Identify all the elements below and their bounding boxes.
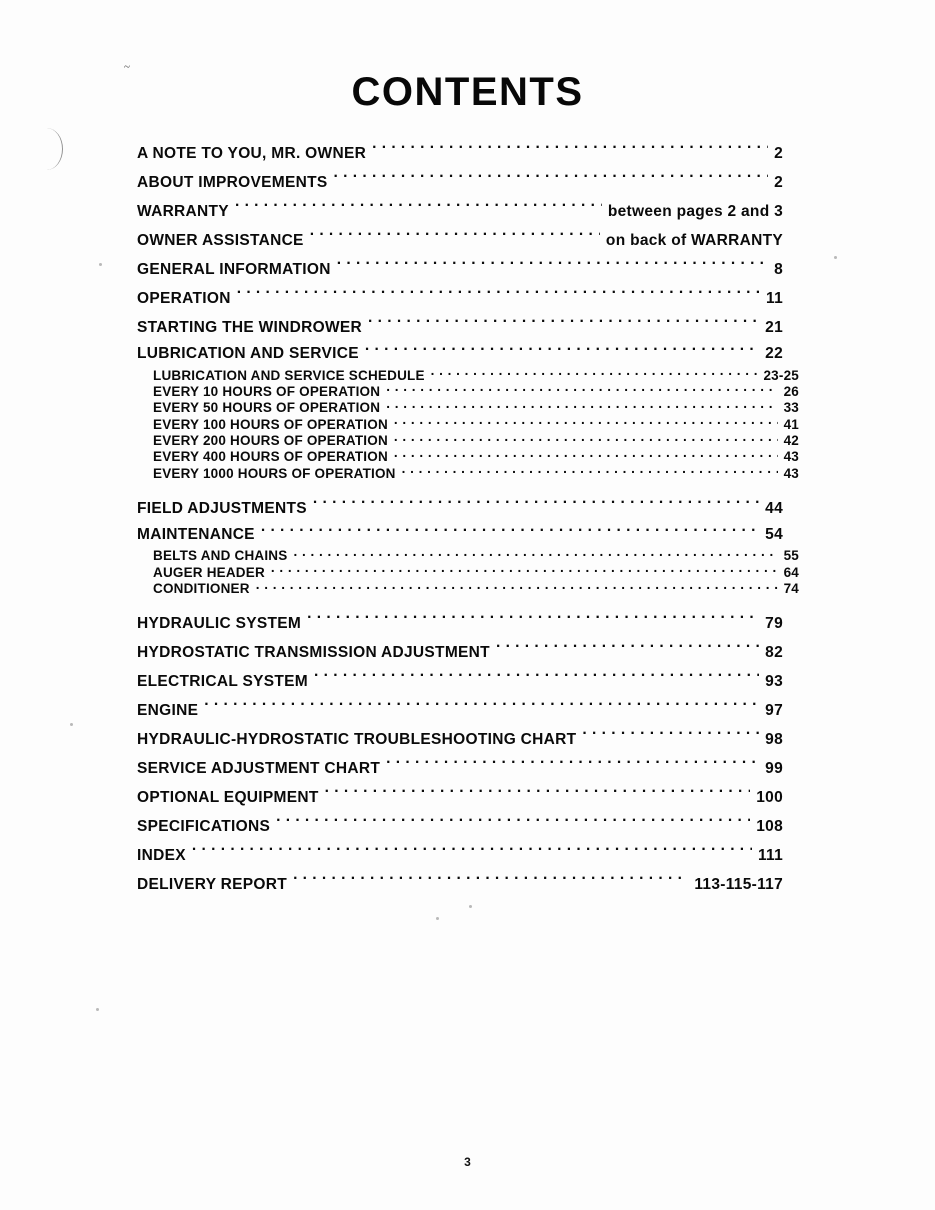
toc-entry-page: 93 (765, 672, 783, 690)
toc-dot-leader (334, 172, 769, 188)
toc-entry-page: 108 (756, 817, 783, 835)
table-of-contents (137, 139, 799, 899)
toc-entry-page: 26 (783, 383, 799, 399)
toc-dot-leader (402, 464, 778, 478)
toc-entry-label: STARTING THE WINDROWER (137, 319, 363, 336)
toc-dot-leader (582, 728, 759, 744)
toc-dot-leader (394, 415, 778, 429)
toc-entry-page: 98 (765, 730, 783, 748)
toc-entry-page: 2 (774, 145, 783, 162)
toc-entry[interactable] (137, 448, 799, 464)
toc-entry[interactable] (137, 870, 783, 899)
toc-entry-label: EVERY 200 HOURS OF OPERATION (153, 433, 388, 449)
toc-entry-label: DELIVERY REPORT (137, 875, 288, 893)
toc-entry[interactable] (137, 580, 799, 596)
toc-entry[interactable] (137, 754, 783, 783)
toc-entry-page: 43 (783, 449, 799, 465)
toc-entry-label: EVERY 50 HOURS OF OPERATION (153, 400, 381, 416)
toc-entry[interactable] (137, 382, 799, 398)
toc-entry[interactable] (137, 696, 783, 725)
toc-entry[interactable] (137, 812, 783, 841)
toc-entry[interactable] (137, 609, 783, 638)
toc-entry-page: 54 (765, 525, 783, 543)
toc-entry[interactable] (137, 432, 799, 448)
toc-entry-label: BELTS AND CHAINS (153, 548, 288, 564)
toc-dot-leader (394, 432, 778, 446)
scan-artifact-speck (436, 917, 439, 920)
toc-dot-leader (235, 201, 602, 217)
toc-dot-leader (293, 547, 777, 561)
toc-entry[interactable] (137, 783, 783, 812)
toc-entry-page: 113-115-117 (694, 875, 783, 893)
toc-entry-label: GENERAL INFORMATION (137, 261, 331, 278)
toc-dot-leader (365, 343, 759, 359)
toc-dot-leader (386, 382, 777, 396)
toc-entry-label: EVERY 400 HOURS OF OPERATION (153, 449, 388, 465)
scan-artifact-speck (99, 263, 102, 266)
toc-entry[interactable] (137, 197, 783, 226)
toc-dot-leader (271, 563, 778, 577)
toc-entry[interactable] (137, 399, 799, 415)
toc-entry-label: MAINTENANCE (137, 525, 255, 543)
toc-entry[interactable] (137, 226, 783, 255)
toc-dot-leader (431, 366, 758, 380)
toc-entry-label: HYDRAULIC-HYDROSTATIC TROUBLESHOOTING CHART (137, 730, 577, 748)
toc-entry-label: LUBRICATION AND SERVICE SCHEDULE (153, 367, 425, 383)
toc-entry-label: EVERY 10 HOURS OF OPERATION (153, 383, 381, 399)
toc-entry[interactable] (137, 366, 799, 382)
toc-dot-leader (237, 288, 760, 304)
toc-entry-page: 100 (756, 788, 783, 806)
toc-entry[interactable] (137, 841, 783, 870)
toc-dot-leader (325, 786, 751, 802)
toc-entry-label: CONDITIONER (153, 581, 250, 597)
toc-dot-leader (293, 873, 688, 889)
toc-entry[interactable] (137, 342, 783, 366)
toc-entry-label: SERVICE ADJUSTMENT CHART (137, 759, 381, 777)
toc-dot-leader (337, 259, 768, 275)
toc-dot-leader (261, 523, 759, 539)
toc-entry-label: EVERY 100 HOURS OF OPERATION (153, 416, 388, 432)
scan-artifact-speck (834, 256, 837, 259)
toc-entry-page: between pages 2 and 3 (607, 203, 783, 220)
toc-dot-leader (256, 580, 778, 594)
toc-entry-label: A NOTE TO YOU, MR. OWNER (137, 145, 367, 162)
toc-entry[interactable] (137, 313, 783, 342)
toc-dot-leader (276, 815, 750, 831)
toc-entry-page: 79 (765, 614, 783, 632)
toc-entry-label: HYDRAULIC SYSTEM (137, 614, 302, 632)
toc-entry-label: EVERY 1000 HOURS OF OPERATION (153, 465, 396, 481)
toc-entry-label: SPECIFICATIONS (137, 817, 271, 835)
toc-dot-leader (310, 230, 600, 246)
toc-entry-page: 2 (774, 174, 783, 191)
toc-entry[interactable] (137, 547, 799, 563)
toc-entry[interactable] (137, 255, 783, 284)
toc-entry-page: 44 (765, 499, 783, 517)
toc-entry-label: OPTIONAL EQUIPMENT (137, 788, 319, 806)
page-title: CONTENTS (351, 70, 584, 114)
toc-entry-label: ABOUT IMPROVEMENTS (137, 174, 328, 191)
toc-dot-leader (372, 143, 768, 159)
toc-entry-label: OWNER ASSISTANCE (137, 232, 304, 249)
toc-dot-leader (386, 757, 759, 773)
toc-entry-page: 42 (783, 433, 799, 449)
toc-entry-page: 82 (765, 643, 783, 661)
toc-dot-leader (204, 699, 759, 715)
scan-artifact-speck (70, 723, 73, 726)
toc-entry-label: ELECTRICAL SYSTEM (137, 672, 309, 690)
toc-entry-label: LUBRICATION AND SERVICE (137, 345, 359, 362)
toc-entry-label: ENGINE (137, 701, 199, 719)
toc-entry-page: 41 (783, 416, 799, 432)
toc-entry-label: WARRANTY (137, 203, 229, 220)
toc-entry[interactable] (137, 563, 799, 579)
toc-entry[interactable] (137, 139, 783, 168)
scan-artifact-speck (96, 1008, 99, 1011)
toc-dot-leader (192, 844, 752, 860)
toc-entry-page: 64 (783, 564, 799, 580)
toc-dot-leader (496, 641, 759, 657)
toc-entry-label: INDEX (137, 846, 186, 864)
toc-entry-label: HYDROSTATIC TRANSMISSION ADJUSTMENT (137, 643, 490, 661)
toc-entry-page: 111 (757, 846, 783, 864)
scan-artifact-speck (469, 905, 472, 908)
toc-entry[interactable] (137, 523, 783, 547)
toc-entry[interactable] (137, 494, 783, 523)
toc-entry-page: 22 (765, 345, 783, 362)
toc-entry-page: 99 (765, 759, 783, 777)
toc-entry[interactable] (137, 638, 783, 667)
toc-entry-page: 43 (783, 465, 799, 481)
toc-dot-leader (307, 612, 759, 628)
toc-entry-label: OPERATION (137, 290, 231, 307)
scan-artifact-mark: ~ (124, 61, 130, 73)
toc-entry-page: 8 (774, 261, 783, 278)
toc-entry-label: FIELD ADJUSTMENTS (137, 499, 307, 517)
toc-entry[interactable] (137, 725, 783, 754)
toc-entry[interactable] (137, 168, 783, 197)
toc-dot-leader (368, 317, 759, 333)
toc-entry[interactable] (137, 667, 783, 696)
toc-entry-page: 74 (783, 581, 799, 597)
toc-entry-label: AUGER HEADER (153, 564, 265, 580)
toc-entry-page: 97 (765, 701, 783, 719)
toc-dot-leader (313, 497, 759, 513)
toc-dot-leader (314, 670, 759, 686)
toc-entry-page: 21 (765, 319, 783, 336)
toc-dot-leader (386, 399, 777, 413)
toc-entry[interactable] (137, 415, 799, 431)
toc-entry-page: 23-25 (763, 367, 799, 383)
toc-dot-leader (394, 448, 778, 462)
toc-entry-page: on back of WARRANTY (605, 232, 783, 249)
page-number: 3 (464, 1155, 471, 1169)
toc-entry-page: 33 (783, 400, 799, 416)
toc-entry-page: 11 (766, 290, 783, 307)
scan-artifact-pen-mark (36, 128, 63, 170)
toc-entry[interactable] (137, 284, 783, 313)
toc-entry[interactable] (137, 464, 799, 480)
toc-entry-page: 55 (783, 548, 799, 564)
